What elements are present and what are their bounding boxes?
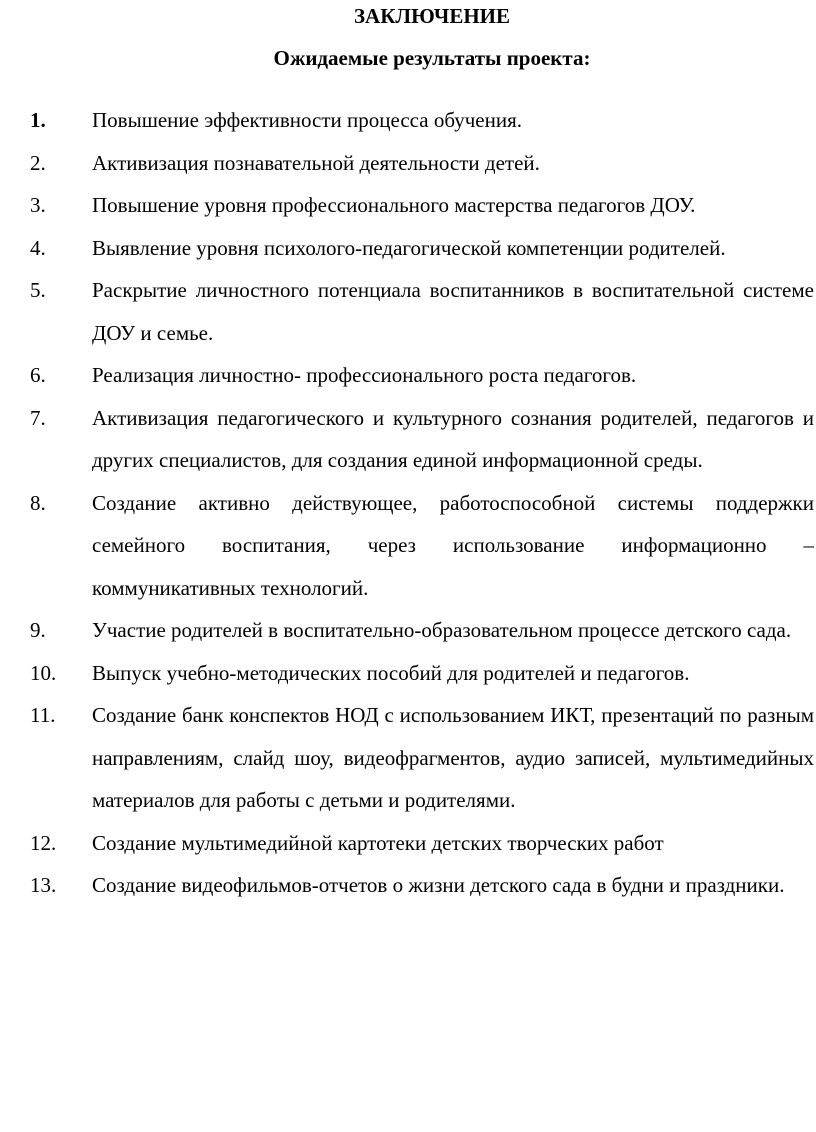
- list-item-number: 13.: [30, 873, 57, 897]
- list-item-number: 1.: [30, 108, 46, 132]
- list-item: [30, 822, 814, 865]
- list-item-text: Активизация познавательной деятельности детей.: [92, 150, 540, 175]
- list-item-text: Активизация педагогического и культурного сознания родителей, педагогов и других специалистов, для создания единой информационной среды.: [92, 405, 814, 472]
- section-subtitle: Ожидаемые результаты проекта:: [273, 46, 591, 70]
- list-item: [30, 354, 814, 397]
- page-title: ЗАКЛЮЧЕНИЕ: [353, 4, 511, 28]
- list-item: [30, 269, 814, 354]
- list-item-number: 10.: [30, 660, 57, 685]
- list-item-number: 4.: [30, 235, 46, 260]
- list-item-text: Создание банк конспектов НОД с использованием ИКТ, презентаций по разным направлениям, слайд шоу, видеофрагментов, аудио записей, мультимедийных материалов для работы с детьми и родителями.: [92, 703, 814, 812]
- list-item-number: 7.: [30, 405, 46, 430]
- list-item-text: Создание видеофильмов-отчетов о жизни детского сада в будни и праздники.: [92, 873, 785, 897]
- list-item: [30, 99, 814, 142]
- list-item: [30, 184, 814, 227]
- list-item: [30, 482, 814, 610]
- list-item-text: Создание активно действующее, работоспособной системы поддержки семейного воспитания, через использование информационно – коммуникативных технологий.: [92, 490, 814, 600]
- list-item-number: 3.: [30, 193, 46, 217]
- list-item-number: 12.: [30, 830, 57, 855]
- list-item-text: Раскрытие личностного потенциала воспитанников в воспитательной системе ДОУ и семье.: [92, 278, 814, 345]
- list-item-number: 6.: [30, 363, 46, 387]
- list-item-text: Участие родителей в воспитательно-образовательном процессе детского сада.: [92, 618, 792, 642]
- results-list: [30, 99, 814, 907]
- list-item-text: Повышение эффективности процесса обучения.: [92, 108, 522, 132]
- list-item-text: Создание мультимедийной картотеки детских творческих работ: [92, 830, 664, 855]
- list-item-number: 2.: [30, 150, 46, 175]
- list-item: [30, 652, 814, 695]
- list-item: [30, 142, 814, 185]
- list-item-text: Выпуск учебно-методических пособий для родителей и педагогов.: [92, 660, 690, 685]
- list-item: [30, 609, 814, 652]
- list-item: [30, 694, 814, 822]
- list-item-number: 5.: [30, 278, 46, 302]
- list-item-number: 11.: [30, 703, 56, 727]
- list-item-text: Повышение уровня профессионального мастерства педагогов ДОУ.: [92, 193, 696, 217]
- list-item-text: Реализация личностно- профессионального роста педагогов.: [92, 363, 637, 387]
- list-item: [30, 227, 814, 270]
- list-item-number: 8.: [30, 490, 46, 515]
- list-item: [30, 864, 814, 907]
- list-item: [30, 397, 814, 482]
- list-item-text: Выявление уровня психолого-педагогической компетенции родителей.: [92, 235, 726, 260]
- list-item-number: 9.: [30, 618, 46, 642]
